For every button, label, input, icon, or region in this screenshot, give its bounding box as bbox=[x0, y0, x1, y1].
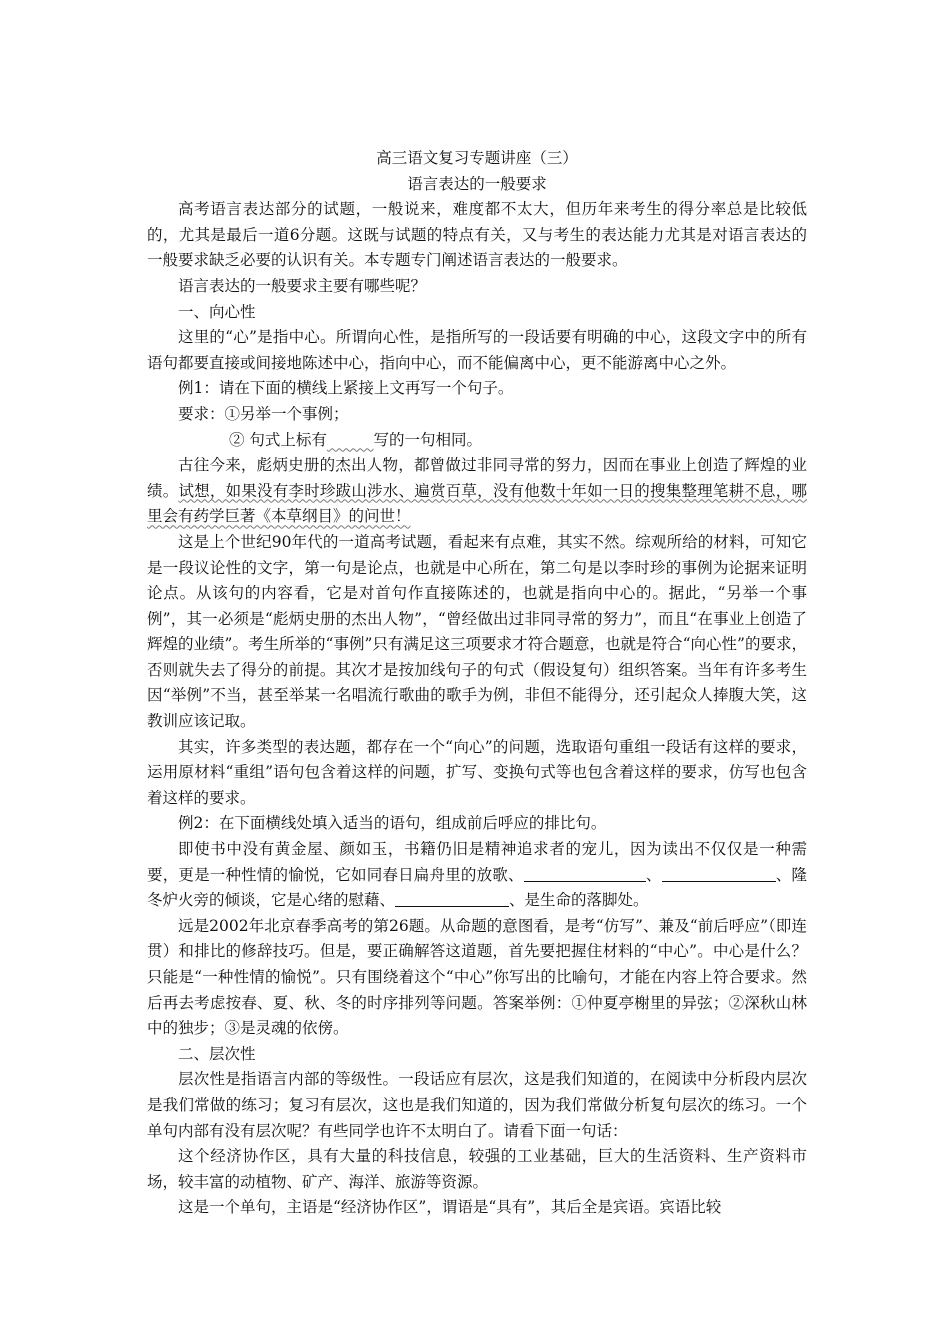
example-1-requirement-1: 要求：①另举一个事例； bbox=[178, 404, 349, 423]
last-paragraph: 这是一个单句，主语是“经济协作区”，谓语是“具有”，其后全是宾语。宾语比较 bbox=[178, 1198, 722, 1217]
fill-blank-2[interactable] bbox=[662, 865, 776, 882]
example-2-prompt: 例2：在下面横线处填入适当的语句，组成前后呼应的排比句。 bbox=[178, 814, 607, 833]
hierarchy-paragraph: 层次性是指语言内部的等级性。一段话应有层次，这是我们知道的，在阅读中分析段内层次是我们常做的练习；复习有层次，这也是我们知道的，因为我们常做分析复句层次的练习。一个单句内部有没有层次呢？有些同学也许不太明白了。请看下面一句话： bbox=[147, 1070, 807, 1140]
example-2-passage bbox=[147, 837, 807, 914]
example-sentence-paragraph: 这个经济协作区，具有大量的科技信息，较强的工业基础，巨大的生活资料、生产资料市场，较丰富的动植物、矿产、海洋、旅游等资源。 bbox=[147, 1147, 807, 1191]
example-1-requirement-2 bbox=[147, 428, 807, 454]
analysis-3-paragraph: 远是2002年北京春季高考的第26题。从命题的意图看，是考“仿写”、兼及“前后呼应”（即连贯）和排比的修辞技巧。但是，要正确解答这道题，首先要把握住材料的“中心”。中心是什么？只能是“一种性情的愉悦”。只有围绕着这个“中心”你写出的比喻句，才能在内容上符合要求。然后再去考虑按春、夏、秋、冬的时序排列等问题。答案举例：①仲夏亭榭里的异弦；②深秋山林中的独步；③是灵魂的依傍。 bbox=[147, 916, 807, 1038]
example-1-passage bbox=[147, 453, 807, 530]
document-subtitle: 语言表达的一般要求 bbox=[407, 174, 547, 193]
example-2-text-b: 、 bbox=[645, 865, 662, 884]
requirement-2-text-a: ② 句式上标有 bbox=[229, 430, 327, 449]
requirement-2-text-b: 写的一句相同。 bbox=[373, 430, 482, 449]
fill-blank-3[interactable] bbox=[395, 890, 509, 907]
example-1-passage-first: 古往今来，彪炳史册的杰出人物，都曾做过非同寻常的努力，因而在事业上创造了辉煌的业绩。 bbox=[147, 456, 807, 500]
document-title: 高三语文复习专题讲座（三） bbox=[376, 149, 578, 167]
section-heading-centrality: 一、向心性 bbox=[178, 302, 256, 321]
document-page bbox=[147, 146, 807, 1221]
example-2-text-d: 、是生命的落脚处。 bbox=[509, 891, 649, 910]
example-2-text-a: 即使书中没有黄金屋、颜如玉，书籍仍旧是精神追求者的宠儿，因为读出不仅仅是一种需要，更是一种性情的愉悦，它如同春日扁舟里的放歌、 bbox=[147, 840, 807, 884]
example-1-prompt: 例1：请在下面的横线上紧接上文再写一个句子。 bbox=[178, 379, 514, 398]
analysis-2-paragraph: 其实，许多类型的表达题，都存在一个“向心”的问题，选取语句重组一段话有这样的要求，运用原材料“重组”语句包含着这样的问题，扩写、变换句式等也包含着这样的要求，仿写也包含着这样的要求。 bbox=[147, 737, 807, 807]
section-heading-hierarchy: 二、层次性 bbox=[178, 1044, 256, 1063]
wavy-mark-sample bbox=[327, 431, 374, 449]
question-paragraph: 语言表达的一般要求主要有哪些呢？ bbox=[178, 276, 427, 295]
analysis-1-paragraph: 这是上个世纪90年代的一道高考试题，看起来有点难，其实不然。综观所给的材料，可知它是一段议论性的文字，第一句是论点，也就是中心所在，第二句是以李时珍的事例为论据来证明论点。从该句的内容看，它是对首句作直接陈述的，也就是指向中心的。据此，“另举一个事例”，其一必须是“彪炳史册的杰出人物”，“曾经做出过非同寻常的努力”，而且“在事业上创造了辉煌的业绩”。考生所举的“事例”只有满足这三项要求才符合题意，也就是符合“向心性”的要求，否则就失去了得分的前提。其次才是按加线句子的句式（假设复句）组织答案。当年有许多考生因“举例”不当，甚至举某一名唱流行歌曲的歌手为例，非但不能得分，还引起众人捧腹大笑，这教训应该记取。 bbox=[147, 532, 807, 731]
centrality-paragraph: 这里的“心”是指中心。所谓向心性，是指所写的一段话要有明确的中心，这段文字中的所有语句都要直接或间接地陈述中心，指向中心，而不能偏离中心，更不能游离中心之外。 bbox=[147, 328, 807, 372]
fill-blank-1[interactable] bbox=[524, 865, 646, 882]
example-2-text-c: 、隆冬炉火旁的倾谈，它是心绪的慰藉、 bbox=[147, 865, 807, 910]
intro-paragraph: 高考语言表达部分的试题，一般说来，难度都不太大，但历年来考生的得分率总是比较低的，尤其是最后一道6分题。这既与试题的特点有关，又与考生的表达能力尤其是对语言表达的一般要求缺乏必要的认识有关。本专题专门阐述语言表达的一般要求。 bbox=[147, 200, 807, 270]
example-1-passage-marked: 试想，如果没有李时珍跋山涉水、遍赏百草，没有他数十年如一日的搜集整理笔耕不息，哪里会有药学巨著《本草纲目》的问世！ bbox=[147, 481, 807, 526]
